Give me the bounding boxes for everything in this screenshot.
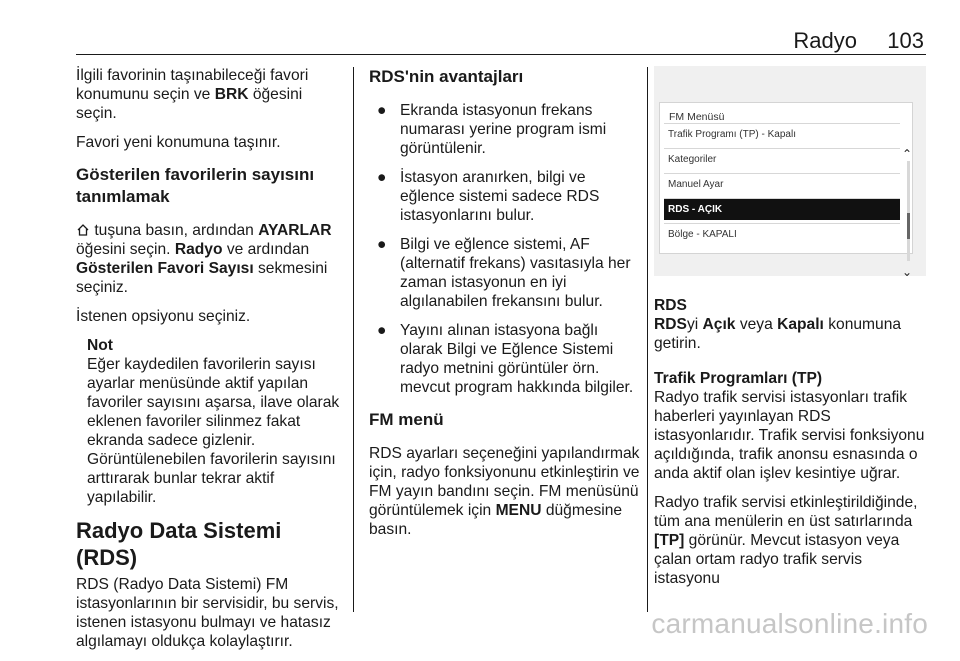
header-rule [76,54,926,55]
home-icon [76,223,90,237]
heading-rds: Radyo Data Sistemi (RDS) [76,518,282,570]
heading-traffic-programs: Trafik Programları (TP) [654,370,823,387]
chevron-down-icon[interactable]: ⌄ [902,265,913,279]
advantages-list [369,101,641,397]
paragraph-move-favorite: İlgili favorinin taşınabileceği favori konumunu seçin ve BRK öğesini seçin. [76,67,309,122]
list-item: ● İstasyon aranırken, bilgi ve eğlence sistemi sadece RDS istasyonlarını bulur. [377,169,600,224]
watermark: carmanualsonline.info [651,608,928,639]
note-body: Eğer kaydedilen favorilerin sayısı ayarlar menüsünde aktif yapılan favoriler sayısını aşarsa, ilave olarak eklenen favoriler silinmez fakat ekranda sadece gizlenir. Görüntülenebilen favorilerin sayısını arttırarak bunlar tekrar aktif yapılabilir. [87,356,340,506]
note-title: Not [87,337,113,354]
fm-menu-title: FM Menüsü [669,111,725,123]
column-divider-2 [647,67,648,612]
list-item: ● Ekranda istasyonun frekans numarası yerine program ismi görüntülenir. [377,102,607,157]
bullet-icon: ● [377,236,387,253]
list-item: ● Bilgi ve eğlence sistemi, AF (alternatif frekans) vasıtasıyla her zaman istasyonun en iyi algılanabilen frekansını bulur. [377,236,631,310]
paragraph-rds-intro: RDS (Radyo Data Sistemi) FM istasyonlarının bir servisidir, bu servis, istenen istasyonu bulmayı ve hatasız algılamayı oldukça kolaylaştırır. [76,576,339,650]
scroll-thumb[interactable] [907,213,910,239]
bullet-icon: ● [377,102,387,119]
column-divider-1 [353,67,354,612]
menu-item-tp[interactable]: Trafik Programı (TP) - Kapalı [664,123,900,145]
heading-favorites-count: Gösterilen favorilerin sayısını tanımlamak [76,165,315,206]
bullet-icon: ● [377,169,387,186]
middle-column [369,66,641,549]
fm-menu-screenshot [654,66,926,279]
paragraph-fm-menu: RDS ayarları seçeneğini yapılandırmak için, radyo fonksiyonunu etkinleştirin ve FM yayın bandını seçin. FM menüsünü görüntülemek için MENU düğmesine basın. [369,445,640,538]
heading-rds-setting: RDS [654,297,687,314]
menu-scrollbar[interactable] [907,161,910,261]
paragraph-settings: tuşuna basın, ardından AYARLAR öğesini seçin. Radyo ve ardından Gösterilen Favori Sayısı sekmesini seçiniz. [76,222,332,296]
fm-menu-panel [659,102,913,279]
menu-label: MENU [495,502,542,519]
chapter-title: Radyo [793,28,857,53]
brk-label: BRK [214,86,249,103]
paragraph-traffic-1: Radyo trafik servisi istasyonları trafik haberleri yayınlayan RDS istasyonlarıdır. Trafik servisi fonksiyonu açıldığında, trafik anonsu esnasında o anda aktif olan işlev kesintiye uğrar. [654,389,925,482]
paragraph-select-option: İstenen opsiyonu seçiniz. [76,308,251,325]
menu-item-categories[interactable]: Kategoriler [664,148,900,170]
heading-fm-menu: FM menü [369,410,444,429]
paragraph-moved: Favori yeni konumuna taşınır. [76,134,281,151]
left-column [76,66,346,661]
tp-label: [TP] [654,532,685,549]
paragraph-rds-setting: RDSyi Açık veya Kapalı konumuna getirin. [654,316,902,352]
page-number: 103 [887,28,924,53]
bullet-icon: ● [377,322,387,339]
chevron-up-icon[interactable]: ⌃ [902,147,913,161]
right-column [654,66,926,598]
menu-item-rds[interactable]: RDS - AÇIK [664,198,900,220]
heading-rds-advantages: RDS'nin avantajları [369,67,524,86]
menu-item-manual[interactable]: Manuel Ayar [664,173,900,195]
note-box [76,336,346,507]
list-item: ● Yayını alınan istasyona bağlı olarak Bilgi ve Eğlence Sistemi radyo metnini görüntüler örn. mevcut program hakkında bilgiler. [377,322,634,396]
paragraph-traffic-2: Radyo trafik servisi etkinleştirildiğinde, tüm ana menülerin en üst satırlarında [TP] görünür. Mevcut istasyon veya çalan ortam radyo trafik servis istasyonu [654,494,918,587]
page-header [0,0,960,54]
menu-item-region[interactable]: Bölge - KAPALI [664,223,900,245]
